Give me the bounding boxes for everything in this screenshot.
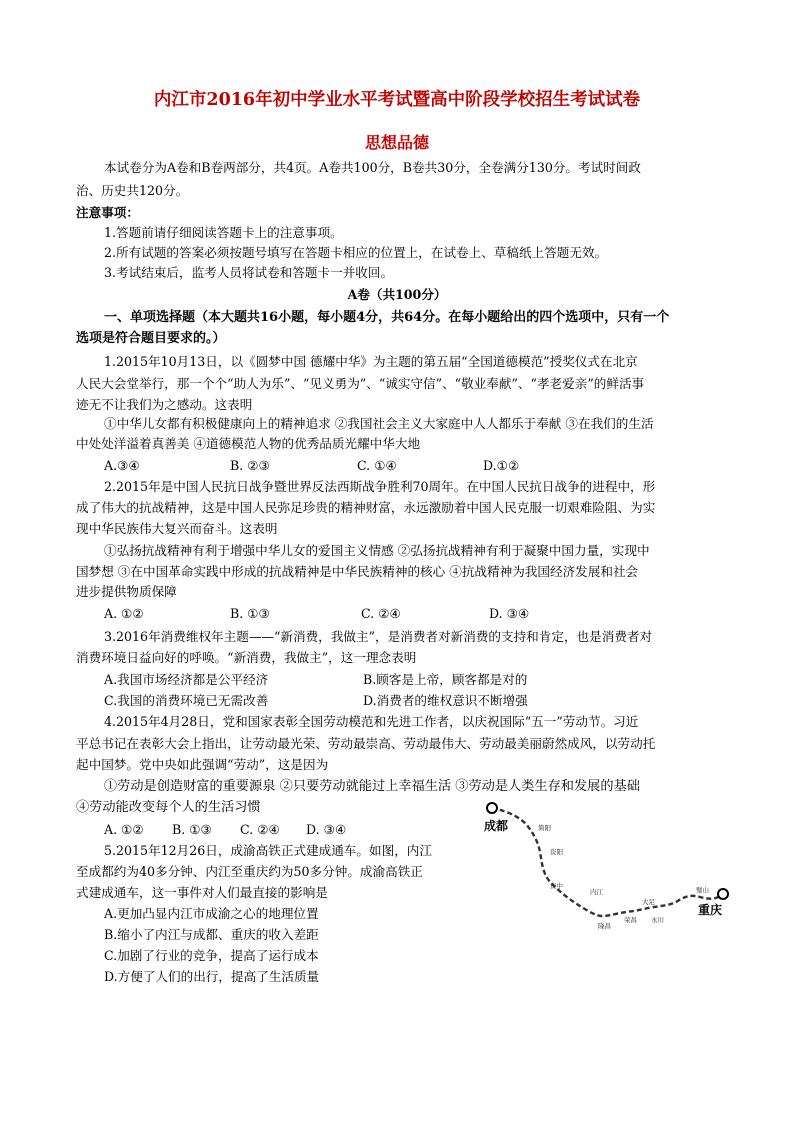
answer-option: C.加剧了行业的竞争，提高了运行成本 — [104, 948, 319, 963]
answer-option: D.①② — [483, 458, 520, 473]
answer-option: A.③④ — [104, 458, 140, 473]
question-stem: 人民大会堂举行，那一个个“助人为乐”、“见义勇为”、“诚实守信”、“敬业奉献”、“孝老爱亲”的鲜活事 — [76, 376, 645, 391]
question-stem: 成了伟大的抗战精神，这是中国人民弥足珍贵的精神财富，永远激励着中国人民克服一切艰难险阻、为实 — [76, 500, 656, 515]
answer-option: A.我国市场经济都是公平经济 — [104, 672, 269, 687]
question-stem: 5.2015年12月26日，成渝高铁正式建成通车。如图，内江 — [104, 843, 432, 858]
exam-title: 内江市2016年初中学业水平考试暨高中阶段学校招生考试试卷 — [153, 90, 641, 110]
answer-option: D.消费者的维权意识不断增强 — [363, 693, 528, 708]
answer-option: A.更加凸显内江市成渝之心的地理位置 — [104, 906, 319, 921]
answer-option: D. ③④ — [306, 822, 347, 837]
question-statement: ①劳动是创造财富的重要源泉 ②只要劳动就能过上幸福生活 ③劳动是人类生存和发展的基础 — [104, 779, 640, 794]
map-station: 简阳 — [538, 824, 551, 832]
question-stem: 式建成通车，这一事件对人们最直接的影响是 — [76, 885, 328, 900]
railway-map — [478, 796, 748, 931]
answer-option: B. ①③ — [172, 822, 212, 837]
question-stem: 平总书记在表彰大会上指出，让劳动最光荣、劳动最崇高、劳动最伟大、劳动最美丽蔚然成风，以劳动托 — [76, 736, 656, 751]
railway-line — [492, 808, 723, 917]
answer-option: B.顾客是上帝，顾客都是对的 — [363, 672, 528, 687]
notice-item: 2.所有试题的答案必须按题号填写在答题卡相应的位置上，在试卷上、草稿纸上答题无效。 — [104, 245, 608, 260]
answer-option: C. ②④ — [240, 822, 280, 837]
section-heading: 选项是符合题目要求的。） — [76, 331, 226, 346]
question-statement: 中处处洋溢着真善美 ④道德模范人物的优秀品质光耀中华大地 — [76, 436, 421, 451]
question-statement: ④劳动能改变每个人的生活习惯 — [76, 800, 261, 815]
question-stem: 起中国梦。党中央如此强调“劳动”，这是因为 — [76, 757, 329, 772]
notice-item: 3.考试结束后，监考人员将试卷和答题卡一并收回。 — [104, 265, 394, 280]
map-station: 隆昌 — [598, 922, 611, 930]
map-label-end: 重庆 — [698, 903, 723, 917]
answer-option: B. ①③ — [230, 606, 270, 621]
question-stem: 现中华民族伟大复兴而奋斗。这表明 — [76, 521, 278, 536]
map-label-start: 成都 — [484, 819, 509, 833]
question-stem: 至成都约为40多分钟、内江至重庆约为50多分钟。成渝高铁正 — [76, 864, 423, 879]
map-station: 永川 — [651, 916, 664, 924]
notice-item: 1.答题前请仔细阅读答题卡上的注意事项。 — [104, 225, 343, 240]
map-station: 荣昌 — [624, 916, 637, 924]
question-statement: ①中华儿女都有积极健康向上的精神追求 ②我国社会主义大家庭中人人都乐于奉献 ③在我们的生活 — [104, 416, 654, 431]
answer-option: D.方便了人们的出行，提高了生活质量 — [104, 969, 320, 984]
chongqing-station-marker — [718, 889, 728, 899]
map-station: 内江 — [590, 888, 603, 896]
notice-heading: 注意事项： — [76, 205, 139, 220]
map-station: 资中 — [550, 882, 563, 890]
answer-option: B. ②③ — [230, 458, 270, 473]
map-station: 大足 — [642, 898, 655, 906]
answer-option: A. ①② — [104, 822, 144, 837]
question-statement: 国梦想 ③在中国革命实践中形成的抗战精神是中华民族精神的核心 ④抗战精神为我国经济发展和社会 — [76, 564, 639, 579]
answer-option: A. ①② — [104, 606, 144, 621]
question-stem: 2.2015年是中国人民抗日战争暨世界反法西斯战争胜利70周年。在中国人民抗日战争的进程中，形 — [104, 479, 656, 494]
answer-option: C. ②④ — [361, 606, 401, 621]
question-statement: 进步提供物质保障 — [76, 584, 177, 599]
question-stem: 消费环境日益向好的呼唤。“新消费，我做主”，这一理念表明 — [76, 650, 417, 665]
map-station: 资阳 — [550, 848, 563, 856]
subject-title: 思想品德 — [364, 133, 429, 152]
question-stem: 3.2016年消费维权年主题——“新消费，我做主”，是消费者对新消费的支持和肯定，也是消费者对 — [104, 629, 653, 644]
answer-option: C.我国的消费环境已无需改善 — [104, 693, 269, 708]
answer-option: C. ①④ — [357, 458, 397, 473]
question-stem: 迹无不让我们为之感动。这表明 — [76, 397, 253, 412]
intro-line: 治、历史共120分。 — [76, 183, 189, 198]
answer-option: B.缩小了内江与成都、重庆的收入差距 — [104, 927, 319, 942]
question-statement: ①弘扬抗战精神有利于增强中华儿女的爱国主义情感 ②弘扬抗战精神有利于凝聚中国力量，实现中 — [104, 543, 650, 558]
question-stem: 1.2015年10月13日，以《圆梦中国 德耀中华》为主题的第五届“全国道德模范”授奖仪式在北京 — [104, 354, 638, 369]
part-a-heading: A卷（共100分） — [347, 287, 447, 302]
map-station: 璧山 — [696, 886, 709, 894]
intro-line: 本试卷分为A卷和B卷两部分，共4页。A卷共100分，B卷共30分，全卷满分130分。考试时间政 — [104, 160, 641, 175]
chengdu-station-marker — [487, 803, 497, 813]
section-heading: 一、单项选择题（本大题共16小题，每小题4分，共64分。在每小题给出的四个选项中，只有一个 — [104, 310, 670, 325]
answer-option: D. ③④ — [489, 606, 530, 621]
question-stem: 4.2015年4月28日，党和国家表彰全国劳动模范和先进工作者，以庆祝国际“五一”劳动节。习近 — [104, 714, 639, 729]
